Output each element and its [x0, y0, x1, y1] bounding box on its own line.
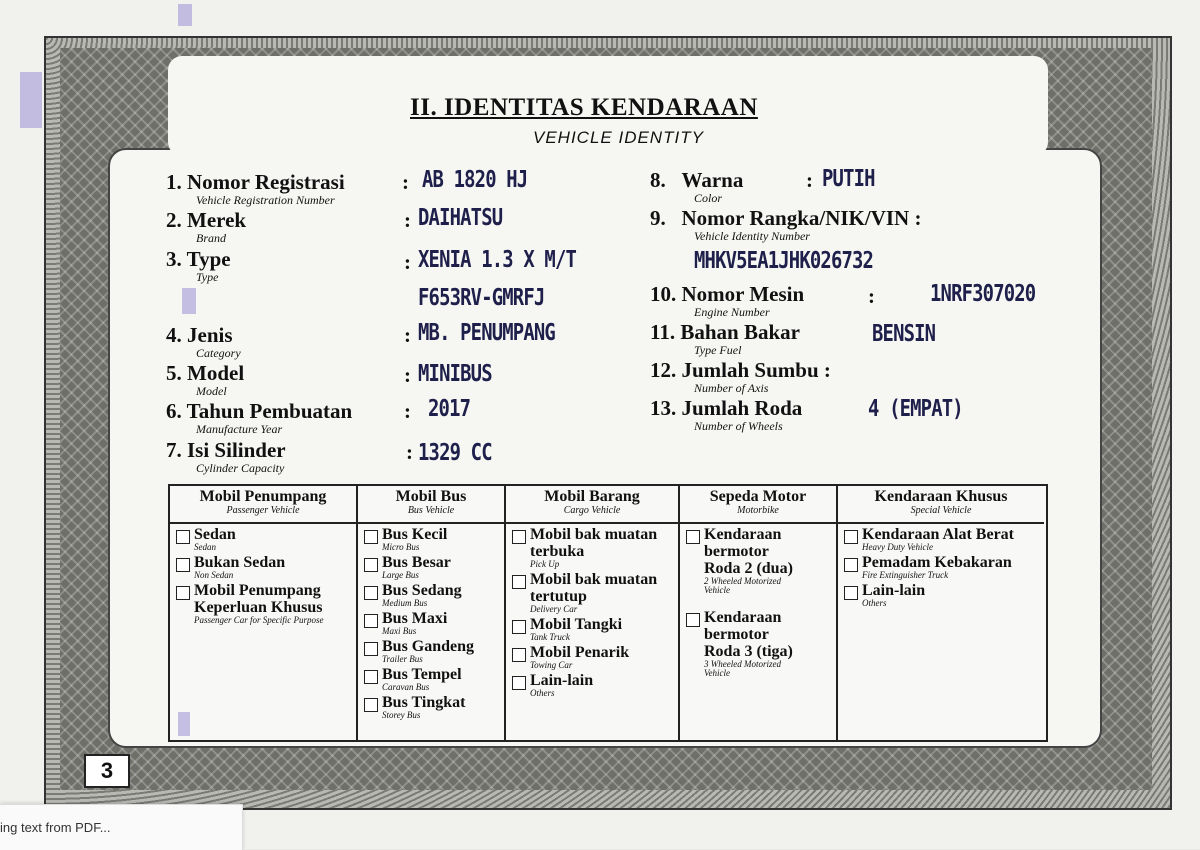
checkbox-icon[interactable]: [844, 558, 858, 572]
colon: :: [806, 168, 813, 192]
color-value: PUTIH: [822, 166, 875, 192]
wheels-value: 4 (EMPAT): [868, 396, 963, 422]
checkbox-icon[interactable]: [176, 530, 190, 544]
checkbox-option[interactable]: Kendaraan Alat Berat Heavy Duty Vehicle: [838, 526, 1044, 552]
stamp-mark: [182, 288, 196, 314]
checkbox-icon[interactable]: [176, 586, 190, 600]
fuel-value: BENSIN: [872, 321, 936, 347]
column-special: Kendaraan Khusus Special Vehicle Kendaraan Alat Berat Heavy Duty Vehicle Pemadam Kebakaran Fire Extinguisher Truck Lain-lain Others: [838, 486, 1044, 740]
checkbox-option[interactable]: Mobil bak muatan terbuka Pick Up: [506, 526, 678, 569]
colon: :: [406, 440, 413, 464]
checkbox-option[interactable]: Mobil Penarik Towing Car: [506, 644, 678, 670]
checkbox-option[interactable]: Lain-lain Others: [838, 582, 1044, 608]
checkbox-icon[interactable]: [686, 613, 700, 627]
checkbox-option[interactable]: Bus Tempel Caravan Bus: [358, 666, 504, 692]
checkbox-icon[interactable]: [364, 698, 378, 712]
colon: :: [402, 170, 409, 194]
checkbox-icon[interactable]: [686, 530, 700, 544]
checkbox-icon[interactable]: [364, 586, 378, 600]
checkbox-option[interactable]: Bus Kecil Micro Bus: [358, 526, 504, 552]
section-subtitle: VEHICLE IDENTITY: [533, 128, 704, 147]
checkbox-option[interactable]: Bus Gandeng Trailer Bus: [358, 638, 504, 664]
page-number: 3: [84, 754, 130, 788]
checkbox-option[interactable]: Pemadam Kebakaran Fire Extinguisher Truck: [838, 554, 1044, 580]
checkbox-icon[interactable]: [364, 530, 378, 544]
colon: :: [404, 250, 411, 274]
checkbox-option[interactable]: Bus Tingkat Storey Bus: [358, 694, 504, 720]
checkbox-icon[interactable]: [512, 676, 526, 690]
stamp-mark: [178, 4, 192, 26]
section-title: II. IDENTITAS KENDARAAN: [410, 94, 758, 121]
colon: :: [404, 363, 411, 387]
checkbox-icon[interactable]: [364, 670, 378, 684]
field-color: 8. Warna Color: [650, 168, 744, 205]
checkbox-option[interactable]: Kendaraan bermotor Roda 3 (tiga) 3 Wheeled Motorized Vehicle: [680, 609, 836, 678]
checkbox-option[interactable]: Bukan Sedan Non Sedan: [170, 554, 356, 580]
checkbox-option[interactable]: Bus Sedang Medium Bus: [358, 582, 504, 608]
checkbox-icon[interactable]: [364, 558, 378, 572]
checkbox-icon[interactable]: [844, 530, 858, 544]
column-motorbike: Sepeda Motor Motorbike Kendaraan bermotor Roda 2 (dua) 2 Wheeled Motorized Vehicle Kendaraan bermotor Roda 3 (tiga) 3 Wheeled Motorized Vehicle: [680, 486, 838, 740]
checkbox-option[interactable]: Mobil bak muatan tertutup Delivery Car: [506, 571, 678, 614]
colon: :: [868, 284, 875, 308]
brand-value: DAIHATSU: [418, 205, 503, 231]
checkbox-icon[interactable]: [844, 586, 858, 600]
checkbox-icon[interactable]: [512, 648, 526, 662]
column-passenger: Mobil Penumpang Passenger Vehicle Sedan Sedan Bukan Sedan Non Sedan Mobil Penumpang Keperluan Khusus Passenger Car for Specific Purpose: [170, 486, 358, 740]
colon: :: [404, 323, 411, 347]
field-axis: 12. Jumlah Sumbu : Number of Axis: [650, 358, 831, 395]
stamp-mark: [178, 712, 190, 736]
field-fuel: 11. Bahan Bakar Type Fuel: [650, 320, 800, 357]
checkbox-option[interactable]: Bus Besar Large Bus: [358, 554, 504, 580]
field-model: 5. Model Model: [166, 361, 245, 398]
checkbox-option[interactable]: Lain-lain Others: [506, 672, 678, 698]
colon: :: [404, 208, 411, 232]
checkbox-icon[interactable]: [512, 575, 526, 589]
field-registration: 1. Nomor Registrasi Vehicle Registration Number: [166, 170, 345, 207]
field-type: 3. Type Type: [166, 247, 231, 284]
checkbox-option[interactable]: Bus Maxi Maxi Bus: [358, 610, 504, 636]
category-value: MB. PENUMPANG: [418, 320, 555, 346]
checkbox-icon[interactable]: [512, 620, 526, 634]
cylinder-value: 1329 CC: [418, 440, 492, 466]
type-code-value: F653RV-GMRFJ: [418, 285, 545, 311]
colon: :: [404, 399, 411, 423]
field-year: 6. Tahun Pembuatan Manufacture Year: [166, 399, 353, 436]
registration-value: AB 1820 HJ: [422, 167, 528, 193]
vehicle-category-table: [168, 484, 1048, 742]
field-category: 4. Jenis Category: [166, 323, 241, 360]
field-engine: 10. Nomor Mesin Engine Number: [650, 282, 805, 319]
field-cylinder: 7. Isi Silinder Cylinder Capacity: [166, 438, 286, 475]
checkbox-icon[interactable]: [176, 558, 190, 572]
stamp-mark: [20, 72, 42, 128]
engine-value: 1NRF307020: [930, 281, 1036, 307]
checkbox-option[interactable]: Kendaraan bermotor Roda 2 (dua) 2 Wheeled Motorized Vehicle: [680, 526, 836, 595]
year-value: 2017: [428, 396, 471, 422]
vin-value: MHKV5EA1JHK026732: [694, 248, 874, 274]
field-vin: 9. Nomor Rangka/NIK/VIN : Vehicle Identity Number: [650, 206, 922, 243]
checkbox-icon[interactable]: [364, 614, 378, 628]
field-wheels: 13. Jumlah Roda Number of Wheels: [650, 396, 803, 433]
field-brand: 2. Merek Brand: [166, 208, 247, 245]
checkbox-icon[interactable]: [512, 530, 526, 544]
checkbox-option[interactable]: Sedan Sedan: [170, 526, 356, 552]
column-bus: Mobil Bus Bus Vehicle Bus Kecil Micro Bus Bus Besar Large Bus Bus Sedang Medium Bus Bus Maxi Maxi Bus Bus Gandeng Trailer Bus Bus Tempel Caravan Bus Bus Tingkat Storey Bus: [358, 486, 506, 740]
checkbox-option[interactable]: Mobil Tangki Tank Truck: [506, 616, 678, 642]
type-value: XENIA 1.3 X M/T: [418, 247, 577, 273]
status-toast: ing text from PDF...: [0, 804, 243, 850]
column-cargo: Mobil Barang Cargo Vehicle Mobil bak muatan terbuka Pick Up Mobil bak muatan tertutup Delivery Car Mobil Tangki Tank Truck Mobil Penarik Towing Car Lain-lain Others: [506, 486, 680, 740]
checkbox-icon[interactable]: [364, 642, 378, 656]
checkbox-option[interactable]: Mobil Penumpang Keperluan Khusus Passenger Car for Specific Purpose: [170, 582, 356, 625]
model-value: MINIBUS: [418, 361, 492, 387]
